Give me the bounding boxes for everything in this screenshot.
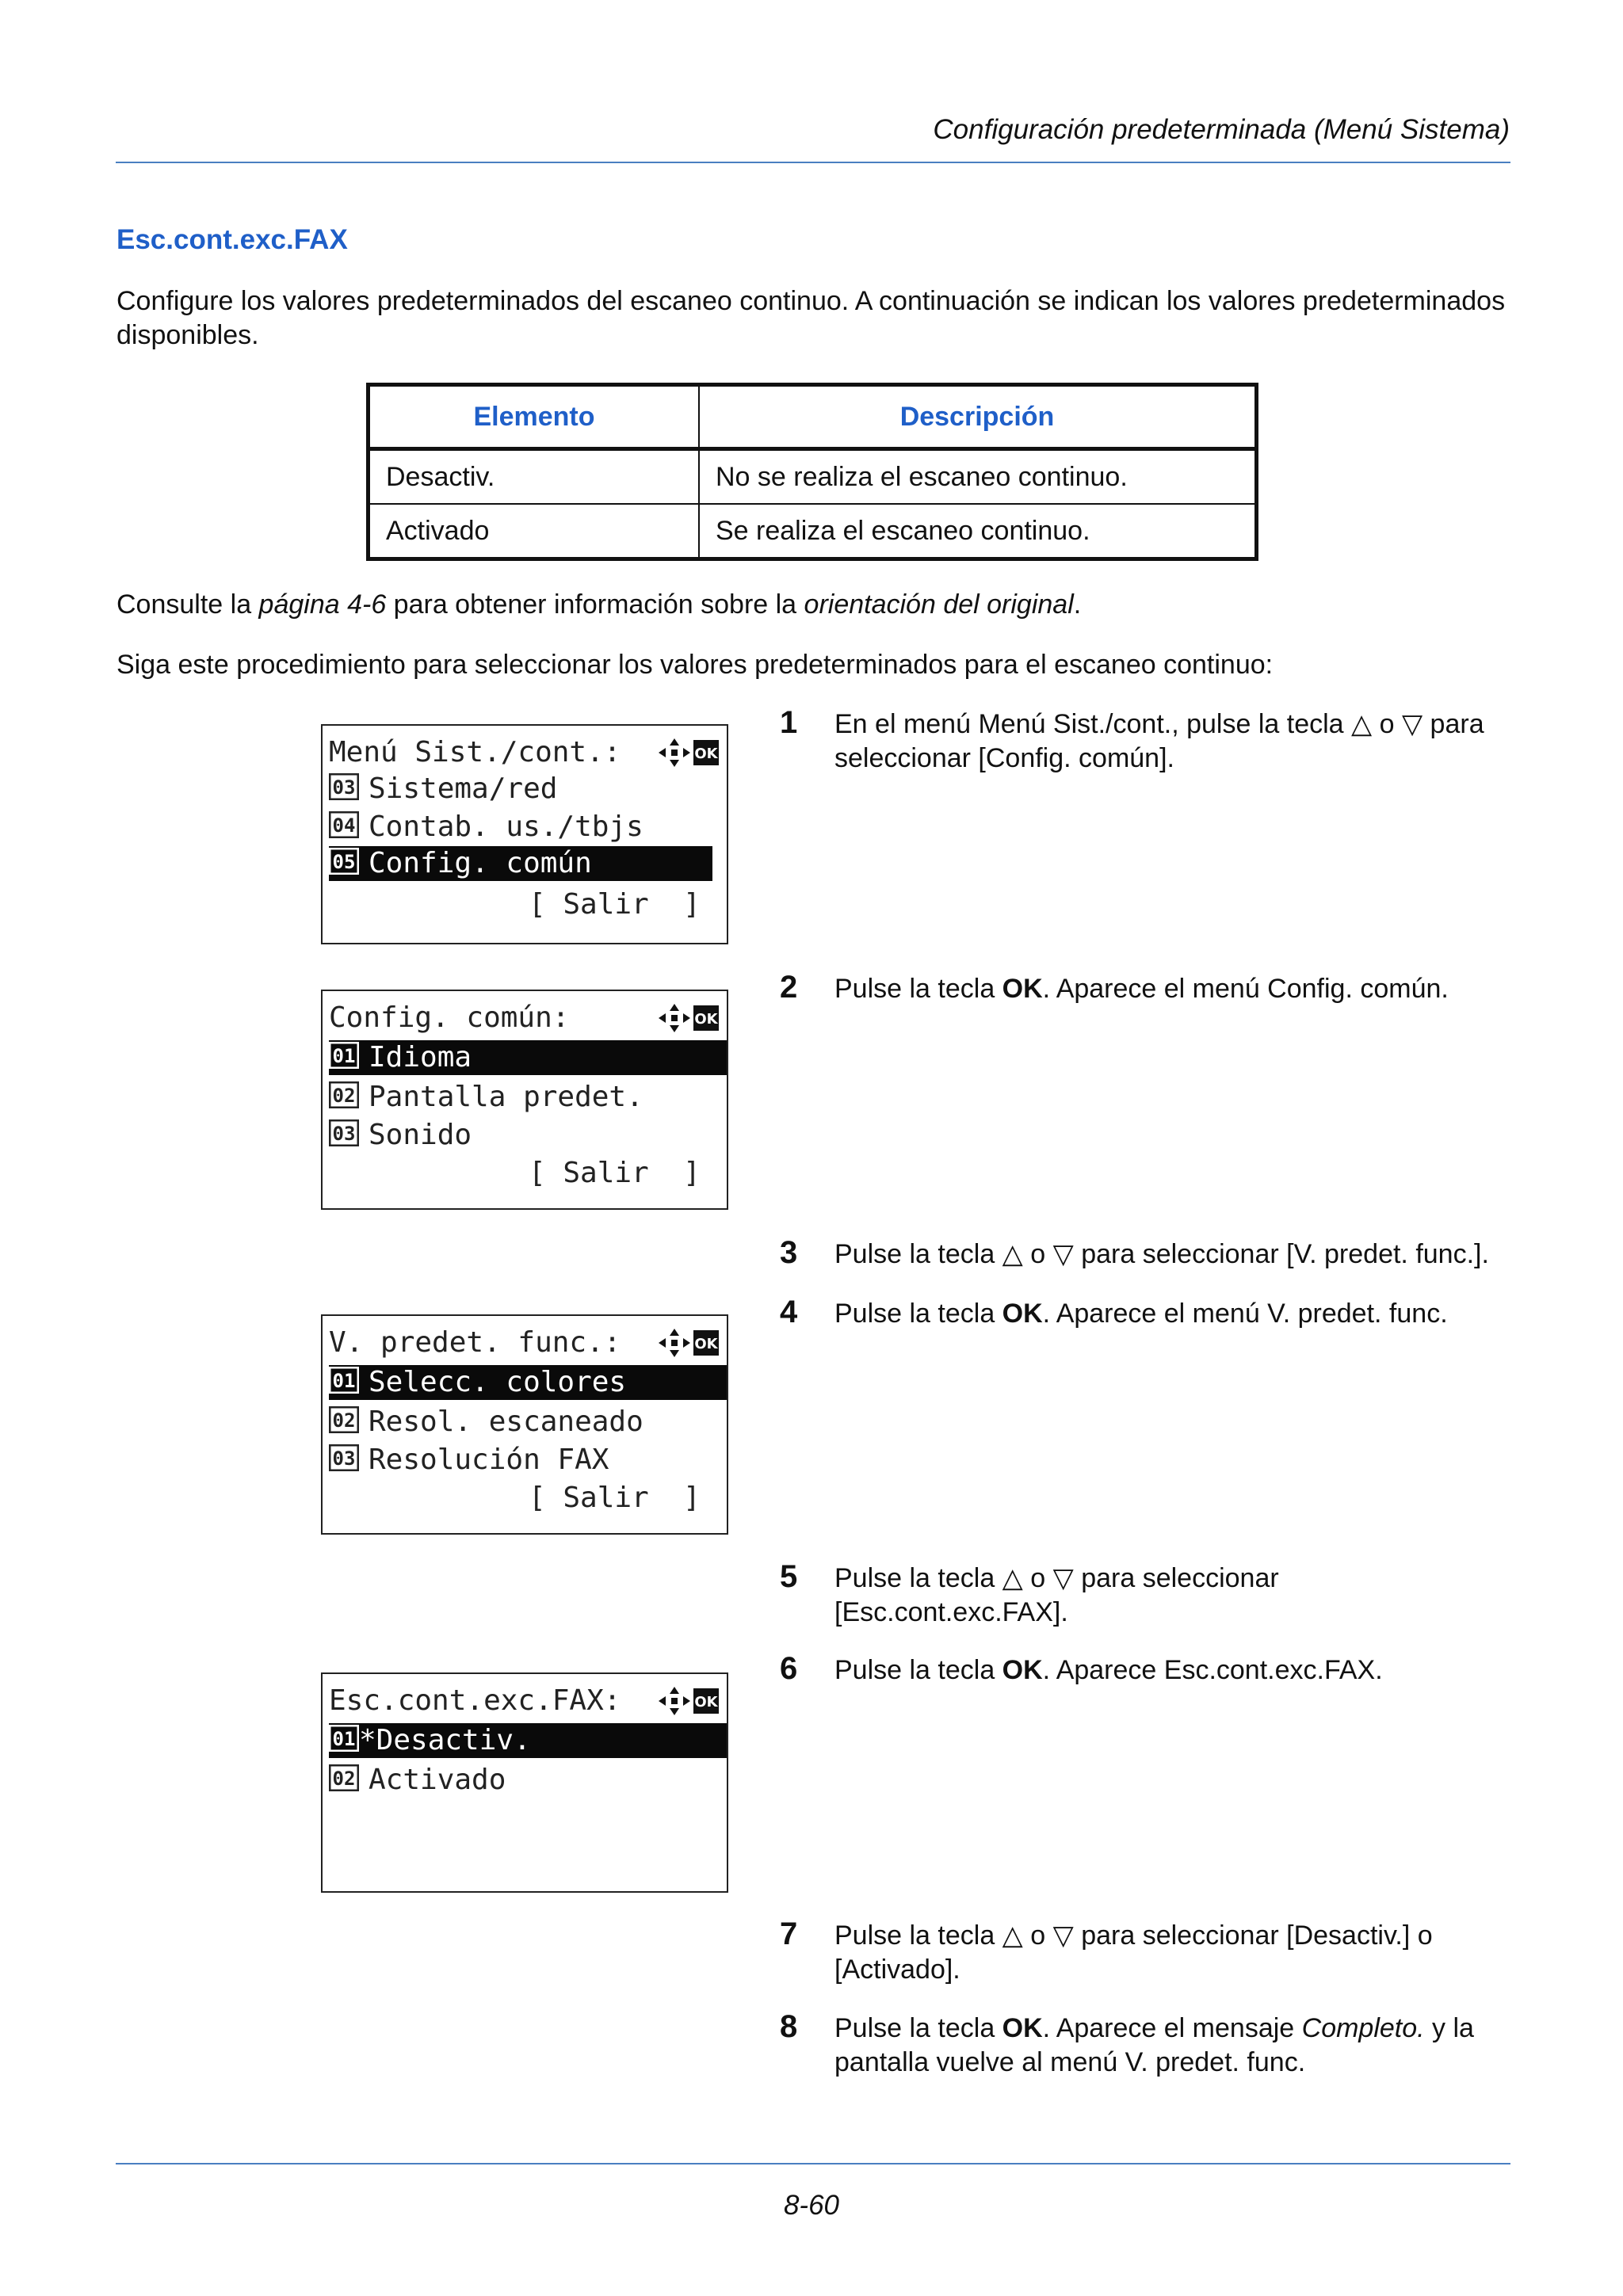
reference-middle: para obtener información sobre la	[386, 589, 804, 620]
table-header-element: Elemento	[369, 385, 700, 449]
number-key-icon	[329, 1764, 359, 1791]
table-row	[369, 504, 1257, 559]
svg-text:OK: OK	[694, 1336, 718, 1352]
number-key-icon	[329, 1081, 359, 1108]
table-cell: Se realiza el escaneo continuo.	[699, 504, 1257, 559]
lcd-menu-item-selected: 01 *Desactiv.	[329, 1723, 727, 1758]
number-key-icon	[329, 773, 359, 800]
svg-text:01: 01	[332, 1728, 356, 1750]
step-number: 3	[780, 1235, 798, 1270]
lcd-menu-item-selected: 01 Selecc. colores	[329, 1365, 727, 1400]
step-text: Pulse la tecla OK. Aparece el menú Config. común.	[834, 974, 1449, 1004]
lcd-screen-system-menu	[321, 724, 728, 944]
reference-paragraph	[116, 588, 1511, 622]
lcd-menu-item-selected: 01 Idioma	[329, 1040, 727, 1075]
section-intro: Configure los valores predeterminados del escaneo continuo. A continuación se indican los valores predeterminados disponibles.	[116, 286, 1506, 350]
table-header-row	[369, 385, 1257, 449]
arrow-ok-icon	[657, 1002, 720, 1034]
page-number: 8-60	[783, 2190, 840, 2221]
lcd-title: Config. común:	[329, 1001, 570, 1034]
step-text: Pulse la tecla △ o ▽ para seleccionar [V. predet. func.].	[834, 1239, 1489, 1269]
arrow-ok-icon	[657, 1327, 720, 1359]
svg-text:01: 01	[332, 1370, 356, 1392]
lcd-exit-softkey: [ Salir ]	[529, 1482, 701, 1514]
table-cell: Desactiv.	[369, 449, 700, 505]
lcd-menu-item-selected: 05 Config. común	[329, 846, 712, 881]
svg-text:OK: OK	[694, 1694, 718, 1711]
step-text: Pulse la tecla OK. Aparece el mensaje Completo. y la pantalla vuelve al menú V. predet. func.	[834, 2013, 1474, 2077]
step-number: 1	[780, 705, 798, 740]
step-number: 2	[780, 970, 798, 1005]
lcd-menu-item: 02 Pantalla predet.	[329, 1080, 727, 1115]
step-text: Pulse la tecla OK. Aparece el menú V. predet. func.	[834, 1299, 1448, 1329]
reference-suffix: .	[1073, 589, 1082, 620]
number-key-icon	[329, 811, 359, 838]
lcd-title: Menú Sist./cont.:	[329, 736, 621, 769]
arrow-ok-icon	[657, 1685, 720, 1717]
step-text: Pulse la tecla △ o ▽ para seleccionar [Desactiv.] o [Activado].	[834, 1920, 1433, 1985]
step-number: 5	[780, 1559, 798, 1594]
lcd-menu-item: 04 Contab. us./tbjs	[329, 810, 727, 845]
table-row	[369, 449, 1257, 505]
number-key-icon	[329, 1725, 359, 1752]
lcd-menu-item: 03 Resolución FAX	[329, 1443, 727, 1478]
lcd-screen-continuous-scan-fax	[321, 1672, 728, 1893]
section-title: Esc.cont.exc.FAX	[116, 224, 348, 255]
svg-text:OK: OK	[694, 1011, 718, 1028]
step-text: Pulse la tecla △ o ▽ para seleccionar [Esc.cont.exc.FAX].	[834, 1563, 1279, 1627]
svg-text:04: 04	[332, 814, 356, 837]
reference-term: orientación del original	[804, 589, 1074, 620]
svg-text:02: 02	[332, 1768, 356, 1790]
number-key-icon	[329, 1444, 359, 1471]
step-number: 6	[780, 1651, 798, 1686]
number-key-icon	[329, 1406, 359, 1433]
lcd-menu-item: 02 Activado	[329, 1763, 727, 1798]
svg-text:OK: OK	[694, 746, 718, 762]
number-key-icon	[329, 1042, 359, 1069]
svg-text:03: 03	[332, 1123, 356, 1145]
svg-text:01: 01	[332, 1045, 356, 1067]
step-number: 8	[780, 2009, 798, 2044]
number-key-icon	[329, 1119, 359, 1146]
settings-table	[366, 383, 1258, 561]
table-cell: No se realiza el escaneo continuo.	[699, 449, 1257, 505]
lcd-screen-common-settings	[321, 990, 728, 1210]
procedure-intro: Siga este procedimiento para seleccionar los valores predeterminados para el escaneo continuo:	[116, 650, 1274, 680]
svg-text:03: 03	[332, 1447, 356, 1470]
arrow-ok-icon	[657, 737, 720, 769]
svg-text:02: 02	[332, 1409, 356, 1432]
table-header-description: Descripción	[699, 385, 1257, 449]
lcd-title: Esc.cont.exc.FAX:	[329, 1684, 621, 1717]
reference-prefix: Consulte la	[116, 589, 259, 620]
lcd-exit-softkey: [ Salir ]	[529, 888, 701, 921]
number-key-icon	[329, 1367, 359, 1394]
lcd-menu-item: 03 Sistema/red	[329, 772, 727, 807]
step-number: 4	[780, 1295, 798, 1329]
step-text: Pulse la tecla OK. Aparece Esc.cont.exc.FAX.	[834, 1655, 1383, 1685]
svg-text:02: 02	[332, 1085, 356, 1107]
lcd-menu-item: 02 Resol. escaneado	[329, 1405, 727, 1440]
lcd-title: V. predet. func.:	[329, 1326, 621, 1359]
step-text: En el menú Menú Sist./cont., pulse la tecla △ o ▽ para seleccionar [Config. común].	[834, 709, 1484, 773]
table-cell: Activado	[369, 504, 700, 559]
svg-text:03: 03	[332, 776, 356, 799]
lcd-screen-function-defaults	[321, 1314, 728, 1535]
header-divider	[116, 162, 1510, 163]
lcd-exit-softkey: [ Salir ]	[529, 1157, 701, 1189]
page-reference-link[interactable]: página 4-6	[258, 589, 387, 620]
step-number: 7	[780, 1917, 798, 1951]
svg-text:05: 05	[332, 851, 356, 873]
footer-divider	[116, 2163, 1510, 2164]
page-header-title: Configuración predeterminada (Menú Sistema)	[933, 114, 1510, 145]
number-key-icon	[329, 848, 359, 875]
lcd-menu-item: 03 Sonido	[329, 1118, 727, 1153]
